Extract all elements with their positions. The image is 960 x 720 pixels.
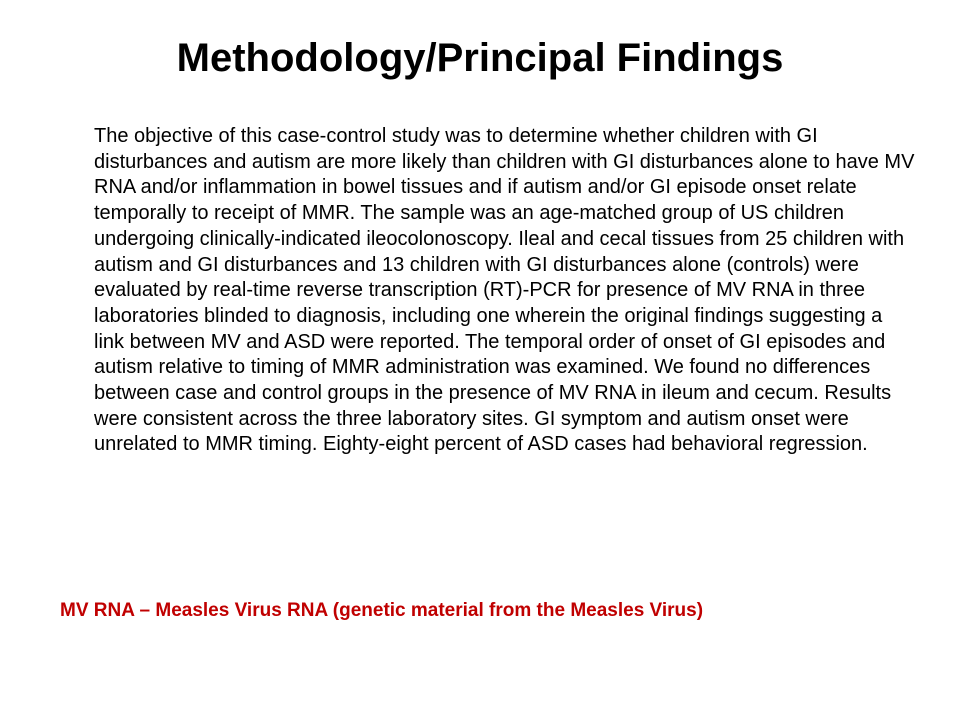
- slide-title: Methodology/Principal Findings: [176, 36, 784, 80]
- slide-footnote: MV RNA – Measles Virus RNA (genetic material from the Measles Virus): [60, 600, 704, 621]
- slide-body-text: The objective of this case-control study was to determine whether children with GI disturbances and autism are more likely than children with GI disturbances alone to have MV RNA and/or inflammation in bowel tissues and if autism and/or GI episode onset relate temporally to receipt of MMR. The sample was an age-matched group of US children undergoing clinically-indicated ileocolonoscopy. Ileal and cecal tissues from 25 children with autism and GI disturbances and 13 children with GI disturbances alone (controls) were evaluated by real-time reverse transcription (RT)-PCR for presence of MV RNA in three laboratories blinded to diagnosis, including one wherein the original findings suggesting a link between MV and ASD were reported. The temporal order of onset of GI episodes and autism relative to timing of MMR administration was examined. We found no differences between case and control groups in the presence of MV RNA in ileum and cecum. Results were consistent across the three laboratory sites. GI symptom and autism onset were unrelated to MMR timing. Eighty-eight percent of ASD cases had behavioral regression.: [94, 125, 915, 456]
